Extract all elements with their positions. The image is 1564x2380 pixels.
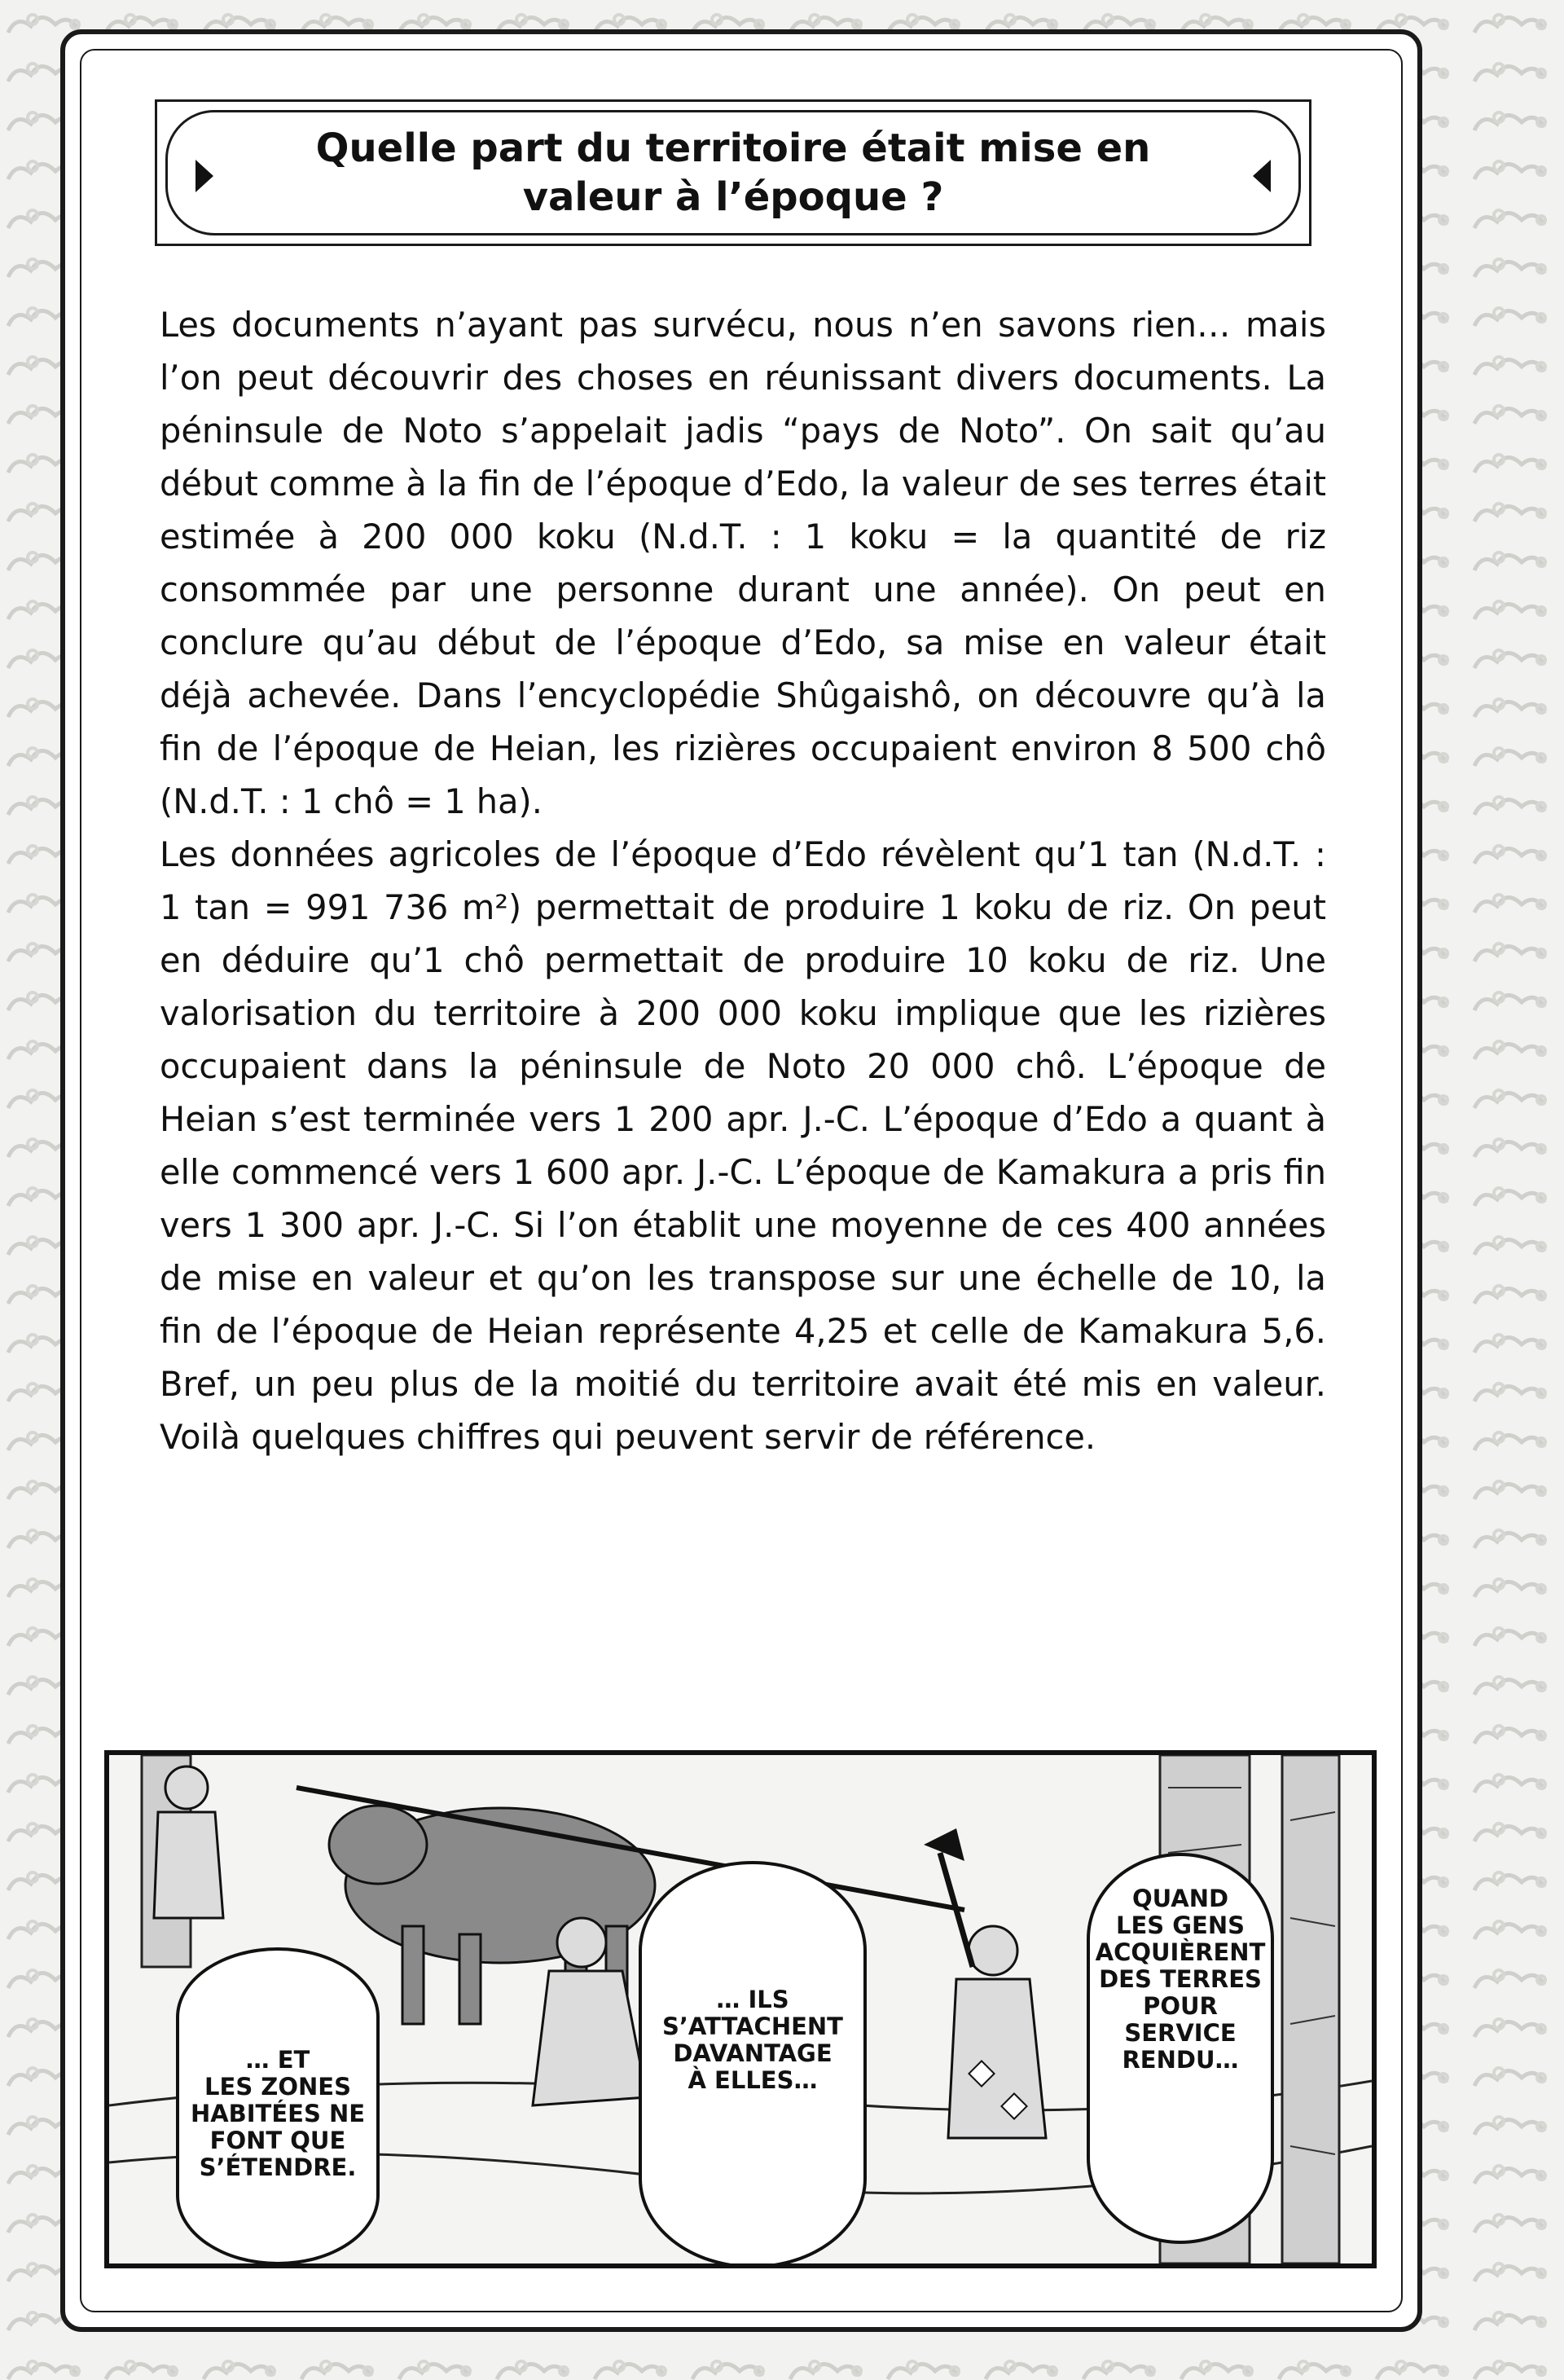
page-title: Quelle part du territoire était mise en valeur à l’époque ?	[315, 125, 1151, 220]
title-frame	[165, 110, 1301, 235]
bubble-text-center: … ILS S’ATTACHENT DAVANTAGE À ELLES…	[662, 1986, 843, 2094]
manga-panel	[104, 1750, 1377, 2268]
speech-bubble-left	[176, 1947, 380, 2265]
title-box	[155, 99, 1311, 246]
left-arrow-icon	[196, 160, 213, 192]
speech-bubble-right	[1087, 1853, 1274, 2244]
article-body	[160, 298, 1326, 1463]
paragraph-1: Les documents n’ayant pas survécu, nous n’en savons rien… mais l’on peut découvrir des choses en réunissant divers documents. La péninsule de Noto s’appelait jadis “pays de Noto”. On sait qu’au début comme à la fin de l’époque d’Edo, la valeur de ses terres était estimée à 200 000 koku (N.d.T. : 1 koku = la quantité de riz consommée par une personne durant une année). On peut en conclure qu’au début de l’époque d’Edo, sa mise en valeur était déjà achevée. Dans l’encyclopédie Shûgaishô, on découvre qu’à la fin de l’époque de Heian, les rizières occupaient environ 8 500 chô (N.d.T. : 1 chô = 1 ha).	[160, 305, 1326, 821]
speech-bubble-center	[639, 1861, 867, 2268]
bubble-text-left: … ET LES ZONES HABITÉES NE FONT QUE S’ÉTENDRE.	[190, 2046, 366, 2181]
bubble-text-right: QUAND LES GENS ACQUIÈRENT DES TERRES POUR SERVICE RENDU…	[1095, 1885, 1266, 2074]
right-arrow-icon	[1253, 160, 1271, 192]
paragraph-2: Les données agricoles de l’époque d’Edo révèlent qu’1 tan (N.d.T. : 1 tan = 991 736 m²) permettait de produire 1 koku de riz. On peut en déduire qu’1 chô permettait de produire 10 koku de riz. Une valorisation du territoire à 200 000 koku implique que les rizières occupaient dans la péninsule de Noto 20 000 chô. L’époque de Heian s’est terminée vers 1 200 apr. J.-C. L’époque d’Edo a quant à elle commencé vers 1 600 apr. J.-C. L’époque de Kamakura a pris fin vers 1 300 apr. J.-C. Si l’on établit une moyenne de ces 400 années de mise en valeur et qu’on les transpose sur une échelle de 10, la fin de l’époque de Heian représente 4,25 et celle de Kamakura 5,6. Bref, un peu plus de la moitié du territoire avait été mis en valeur. Voilà quelques chiffres qui peuvent servir de référence.	[160, 834, 1326, 1457]
